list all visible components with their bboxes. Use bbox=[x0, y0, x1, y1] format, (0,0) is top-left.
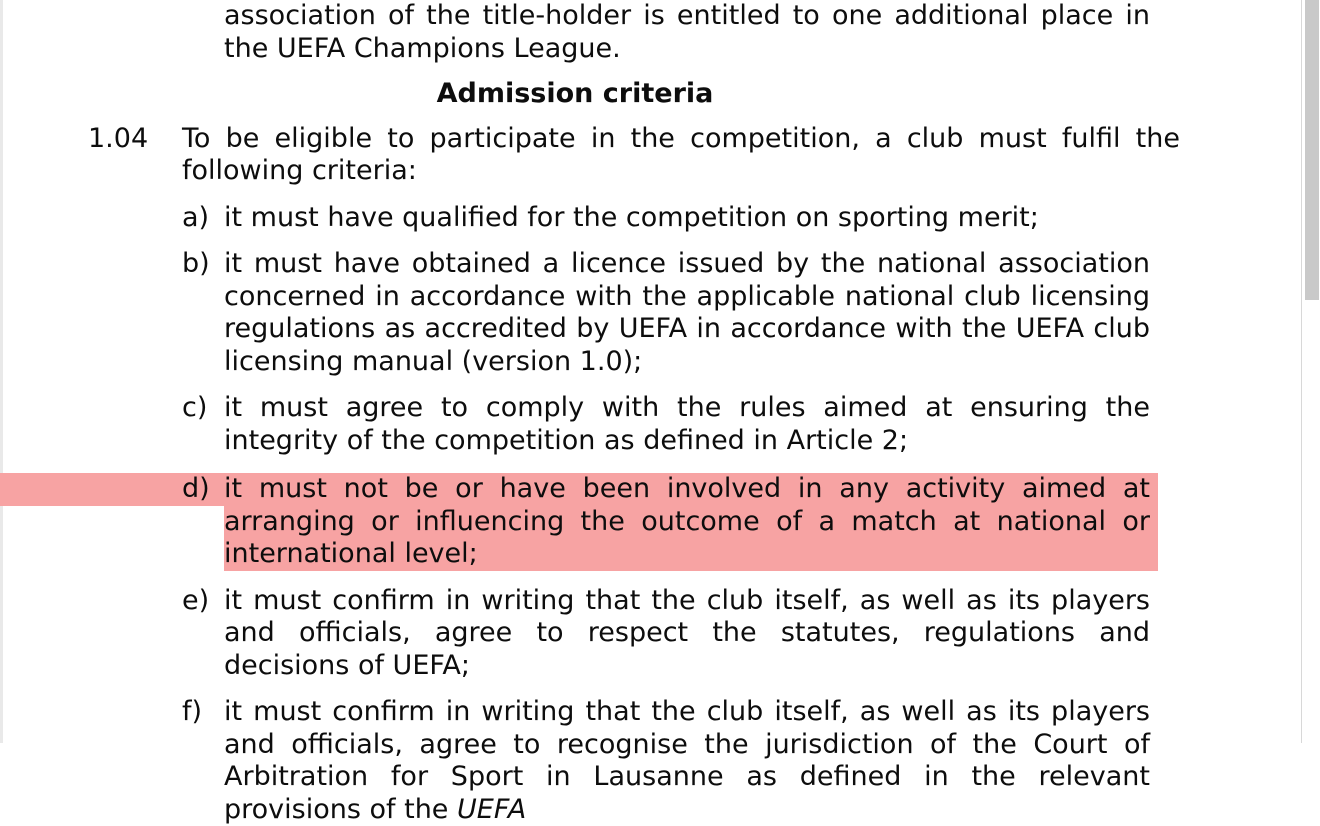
list-item-b bbox=[0, 248, 1180, 378]
list-item-label: e) bbox=[182, 584, 210, 616]
scrollbar-thumb[interactable] bbox=[1305, 0, 1319, 300]
list-item-text bbox=[224, 696, 1150, 826]
list-item-text: it must have qualified for the competition on sporting merit; bbox=[224, 201, 1039, 233]
list-item-label: b) bbox=[182, 248, 210, 279]
list-item-text: it must agree to comply with the rules aimed at ensuring the integrity of the competition as defined in Article 2; bbox=[224, 392, 1150, 456]
list-item-e bbox=[0, 585, 1180, 683]
list-item-a bbox=[0, 202, 1180, 235]
list-item-label: f) bbox=[182, 696, 203, 727]
list-item-text: it must have obtained a licence issued by the national association concerned in accordance with the applicable national club licensing regulations as accredited by UEFA in accordance with the UEFA club licensing manual (version 1.0); bbox=[224, 248, 1150, 377]
clause-text: To be eligible to participate in the competition, a club must fulfil the following criteria: bbox=[182, 122, 1180, 186]
list-item-text-body: it must confirm in writing that the club itself, as well as its players and officials, agree to recognise the jurisdiction of the Court of Arbitration for Sport in Lausanne as defined in the relevant provisions of the UEFA bbox=[224, 696, 1150, 825]
list-item-text: it must confirm in writing that the club itself, as well as its players and officials, agree to respect the statutes, regulations and decisions of UEFA; bbox=[224, 584, 1150, 681]
section-heading: Admission criteria bbox=[436, 78, 714, 109]
list-item-text: it must not be or have been involved in any activity aimed at arranging or influencing the outcome of a match at national or international level; bbox=[224, 473, 1158, 571]
list-item-d-highlighted[interactable] bbox=[0, 473, 1180, 571]
list-item-label: c) bbox=[182, 392, 208, 423]
vertical-scrollbar[interactable] bbox=[1304, 0, 1320, 743]
top-paragraph: association of the title-holder is entitled to one additional place in the UEFA Champions League. bbox=[224, 0, 1150, 64]
list-item-label: d) bbox=[0, 473, 224, 506]
list-item-c bbox=[0, 392, 1180, 457]
clause-number: 1.04 bbox=[88, 122, 149, 154]
clause-1-04 bbox=[0, 123, 1180, 188]
list-item-f bbox=[0, 696, 1180, 826]
list-item-label: a) bbox=[182, 201, 210, 233]
